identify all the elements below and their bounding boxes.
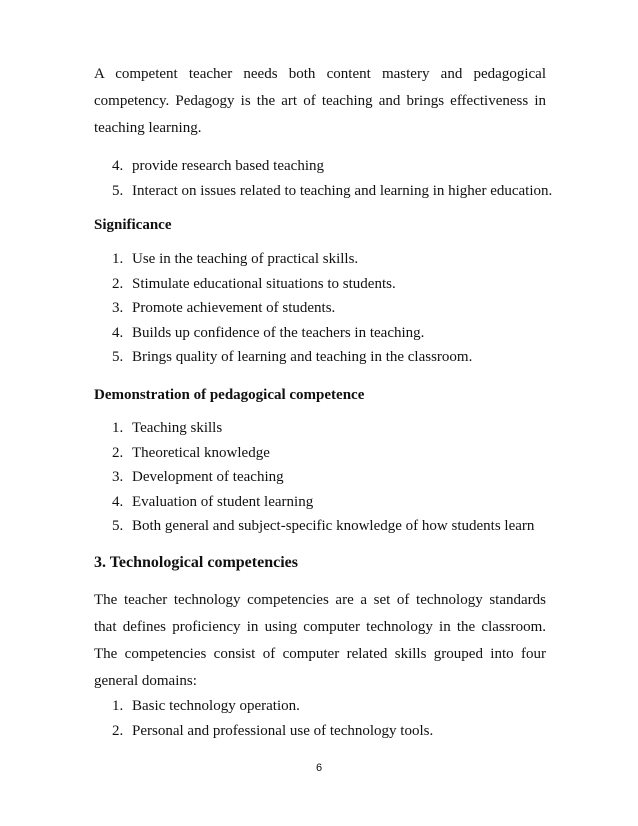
page-number: 6 — [315, 762, 323, 774]
technological-paragraph: The teacher technology competencies are a set of technology standards that defines proficiency in using computer technology in the classroom. The competencies consist of computer related skills grouped into four general domains: — [94, 592, 546, 689]
significance-list — [94, 249, 472, 372]
list-item: 4. Builds up confidence of the teachers in teaching. — [112, 324, 425, 341]
list-item: 2. Personal and professional use of technology tools. — [112, 722, 434, 739]
technological-list — [94, 696, 433, 745]
demonstration-list — [94, 418, 534, 541]
list-item: 2. Theoretical knowledge — [112, 444, 270, 461]
demonstration-heading: Demonstration of pedagogical competence — [94, 387, 365, 403]
list-item: 3. Promote achievement of students. — [112, 300, 336, 316]
list-item: 5. Interact on issues related to teaching and learning in higher education. — [112, 182, 553, 199]
list-item: 4. provide research based teaching — [112, 158, 324, 174]
list-item: 5. Both general and subject-specific knowledge of how students learn — [112, 518, 535, 534]
list-item: 4. Evaluation of student learning — [112, 493, 314, 510]
list-item: 5. Brings quality of learning and teaching in the classroom. — [112, 349, 473, 365]
list-item: 3. Development of teaching — [112, 469, 284, 485]
list-item: 1. Basic technology operation. — [112, 698, 300, 714]
list-item: 1. Use in the teaching of practical skills. — [112, 251, 359, 267]
technological-heading: 3. Technological competencies — [94, 554, 298, 571]
significance-heading: Significance — [94, 217, 172, 233]
list-item: 2. Stimulate educational situations to students. — [112, 275, 396, 292]
list-item: 1. Teaching skills — [112, 420, 223, 436]
continued-list — [94, 156, 552, 205]
intro-paragraph: A competent teacher needs both content mastery and pedagogical competency. Pedagogy is the art of teaching and brings effectiveness in teaching learning. — [94, 66, 546, 136]
